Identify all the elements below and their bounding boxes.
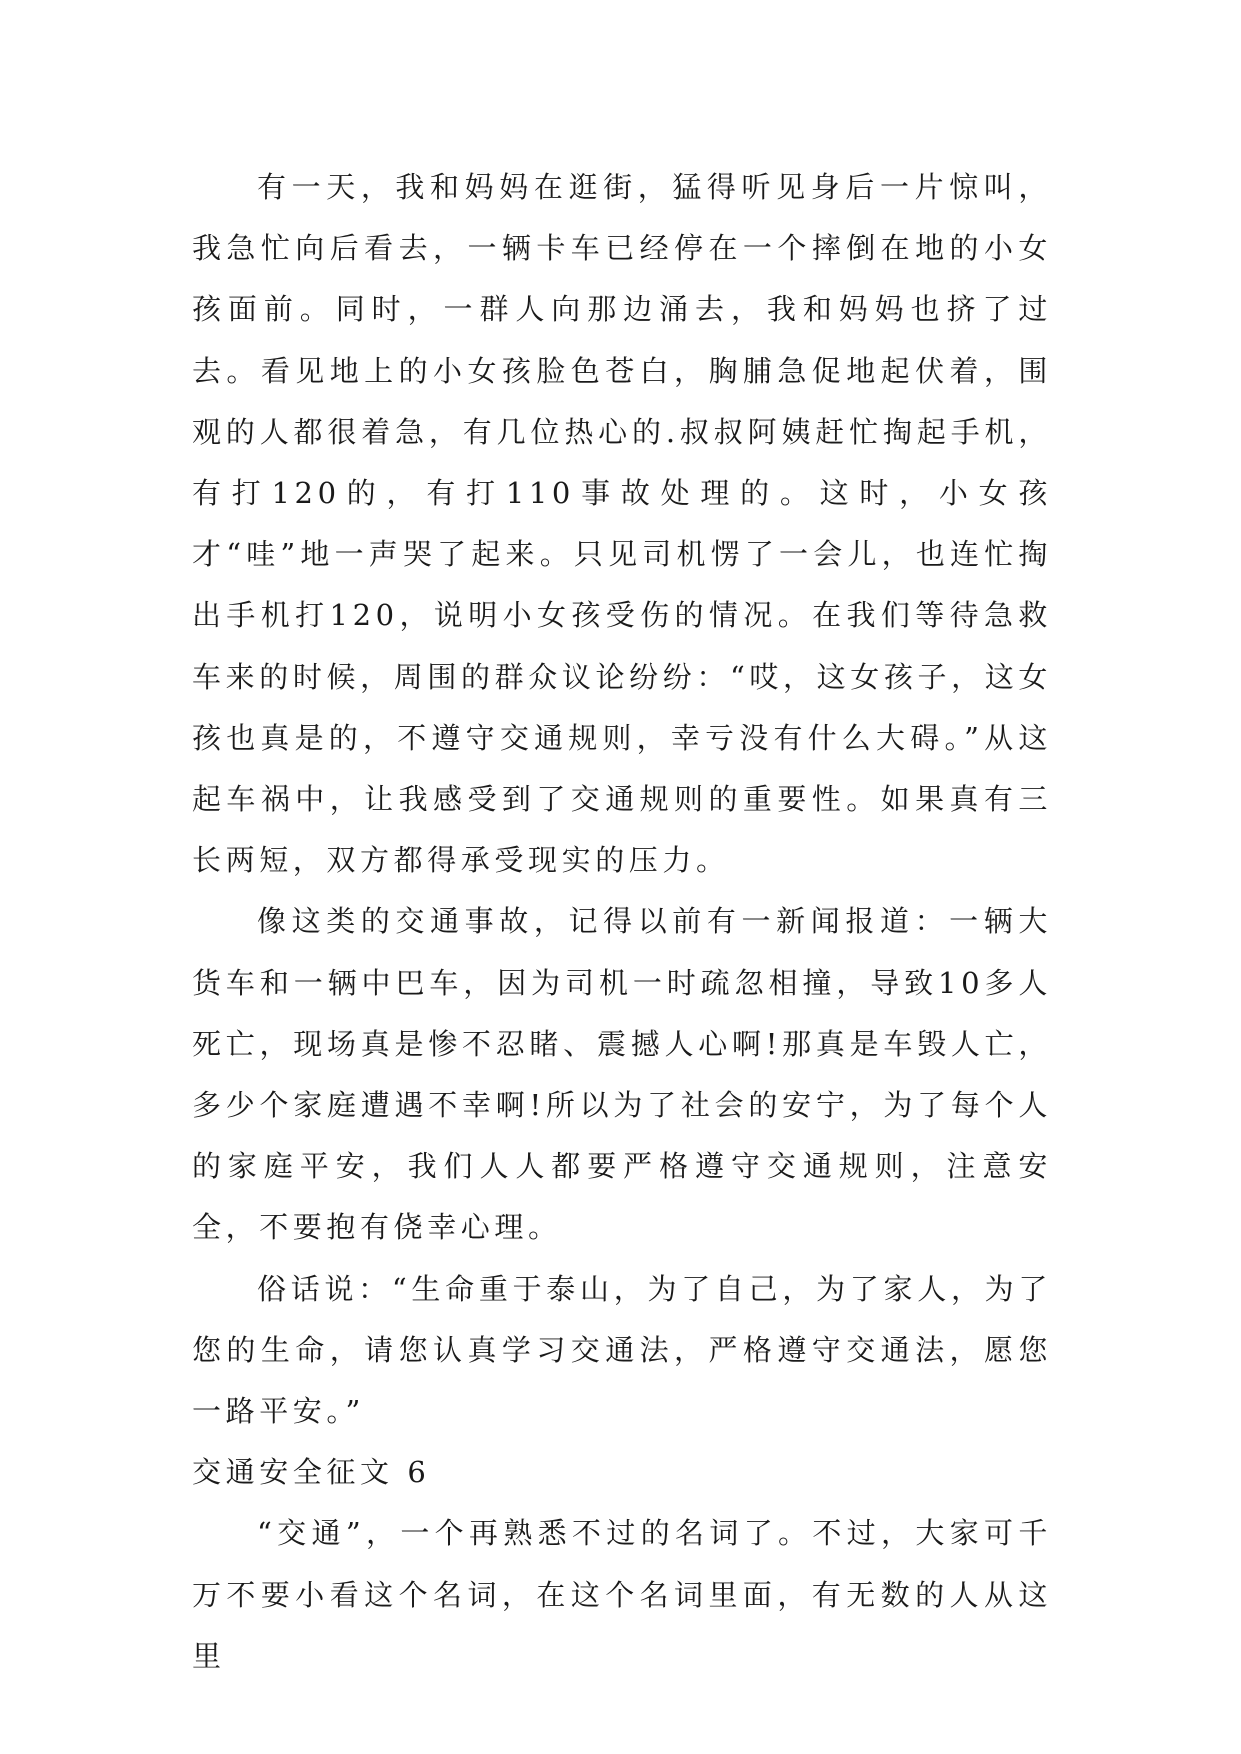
- section-heading: 交通安全征文 6: [192, 1455, 431, 1490]
- paragraph-2: 像这类的交通事故，记得以前有一新闻报道：一辆大货车和一辆中巴车，因为司机一时疏忽相撞，导致10多人死亡，现场真是惨不忍睹、震撼人心啊!那真是车毁人亡，多少个家庭遭遇不幸啊!所以为了社会的安宁，为了每个人的家庭平安，我们人人都要严格遵守交通规则，注意安全，不要抱有侥幸心理。: [192, 904, 1052, 1245]
- document-page: [192, 157, 1052, 1687]
- paragraph-3: 俗话说：“生命重于泰山，为了自己，为了家人，为了您的生命，请您认真学习交通法，严格遵守交通法，愿您一路平安。”: [192, 1271, 1052, 1429]
- paragraph-4: “交通”，一个再熟悉不过的名词了。不过，大家可千万不要小看这个名词，在这个名词里面，有无数的人从这里: [192, 1516, 1052, 1673]
- paragraph-1: 有一天，我和妈妈在逛街，猛得听见身后一片惊叫，我急忙向后看去，一辆卡车已经停在一个摔倒在地的小女孩面前。同时，一群人向那边涌去，我和妈妈也挤了过去。看见地上的小女孩脸色苍白，胸脯急促地起伏着，围观的人都很着急，有几位热心的.叔叔阿姨赶忙掏起手机，有打120的，有打110事故处理的。这时，小女孩才“哇”地一声哭了起来。只见司机愣了一会儿，也连忙掏出手机打120，说明小女孩受伤的情况。在我们等待急救车来的时候，周围的群众议论纷纷：“哎，这女孩子，这女孩也真是的，不遵守交通规则，幸亏没有什么大碍。”从这起车祸中，让我感受到了交通规则的重要性。如果真有三长两短，双方都得承受现实的压力。: [192, 170, 1052, 878]
